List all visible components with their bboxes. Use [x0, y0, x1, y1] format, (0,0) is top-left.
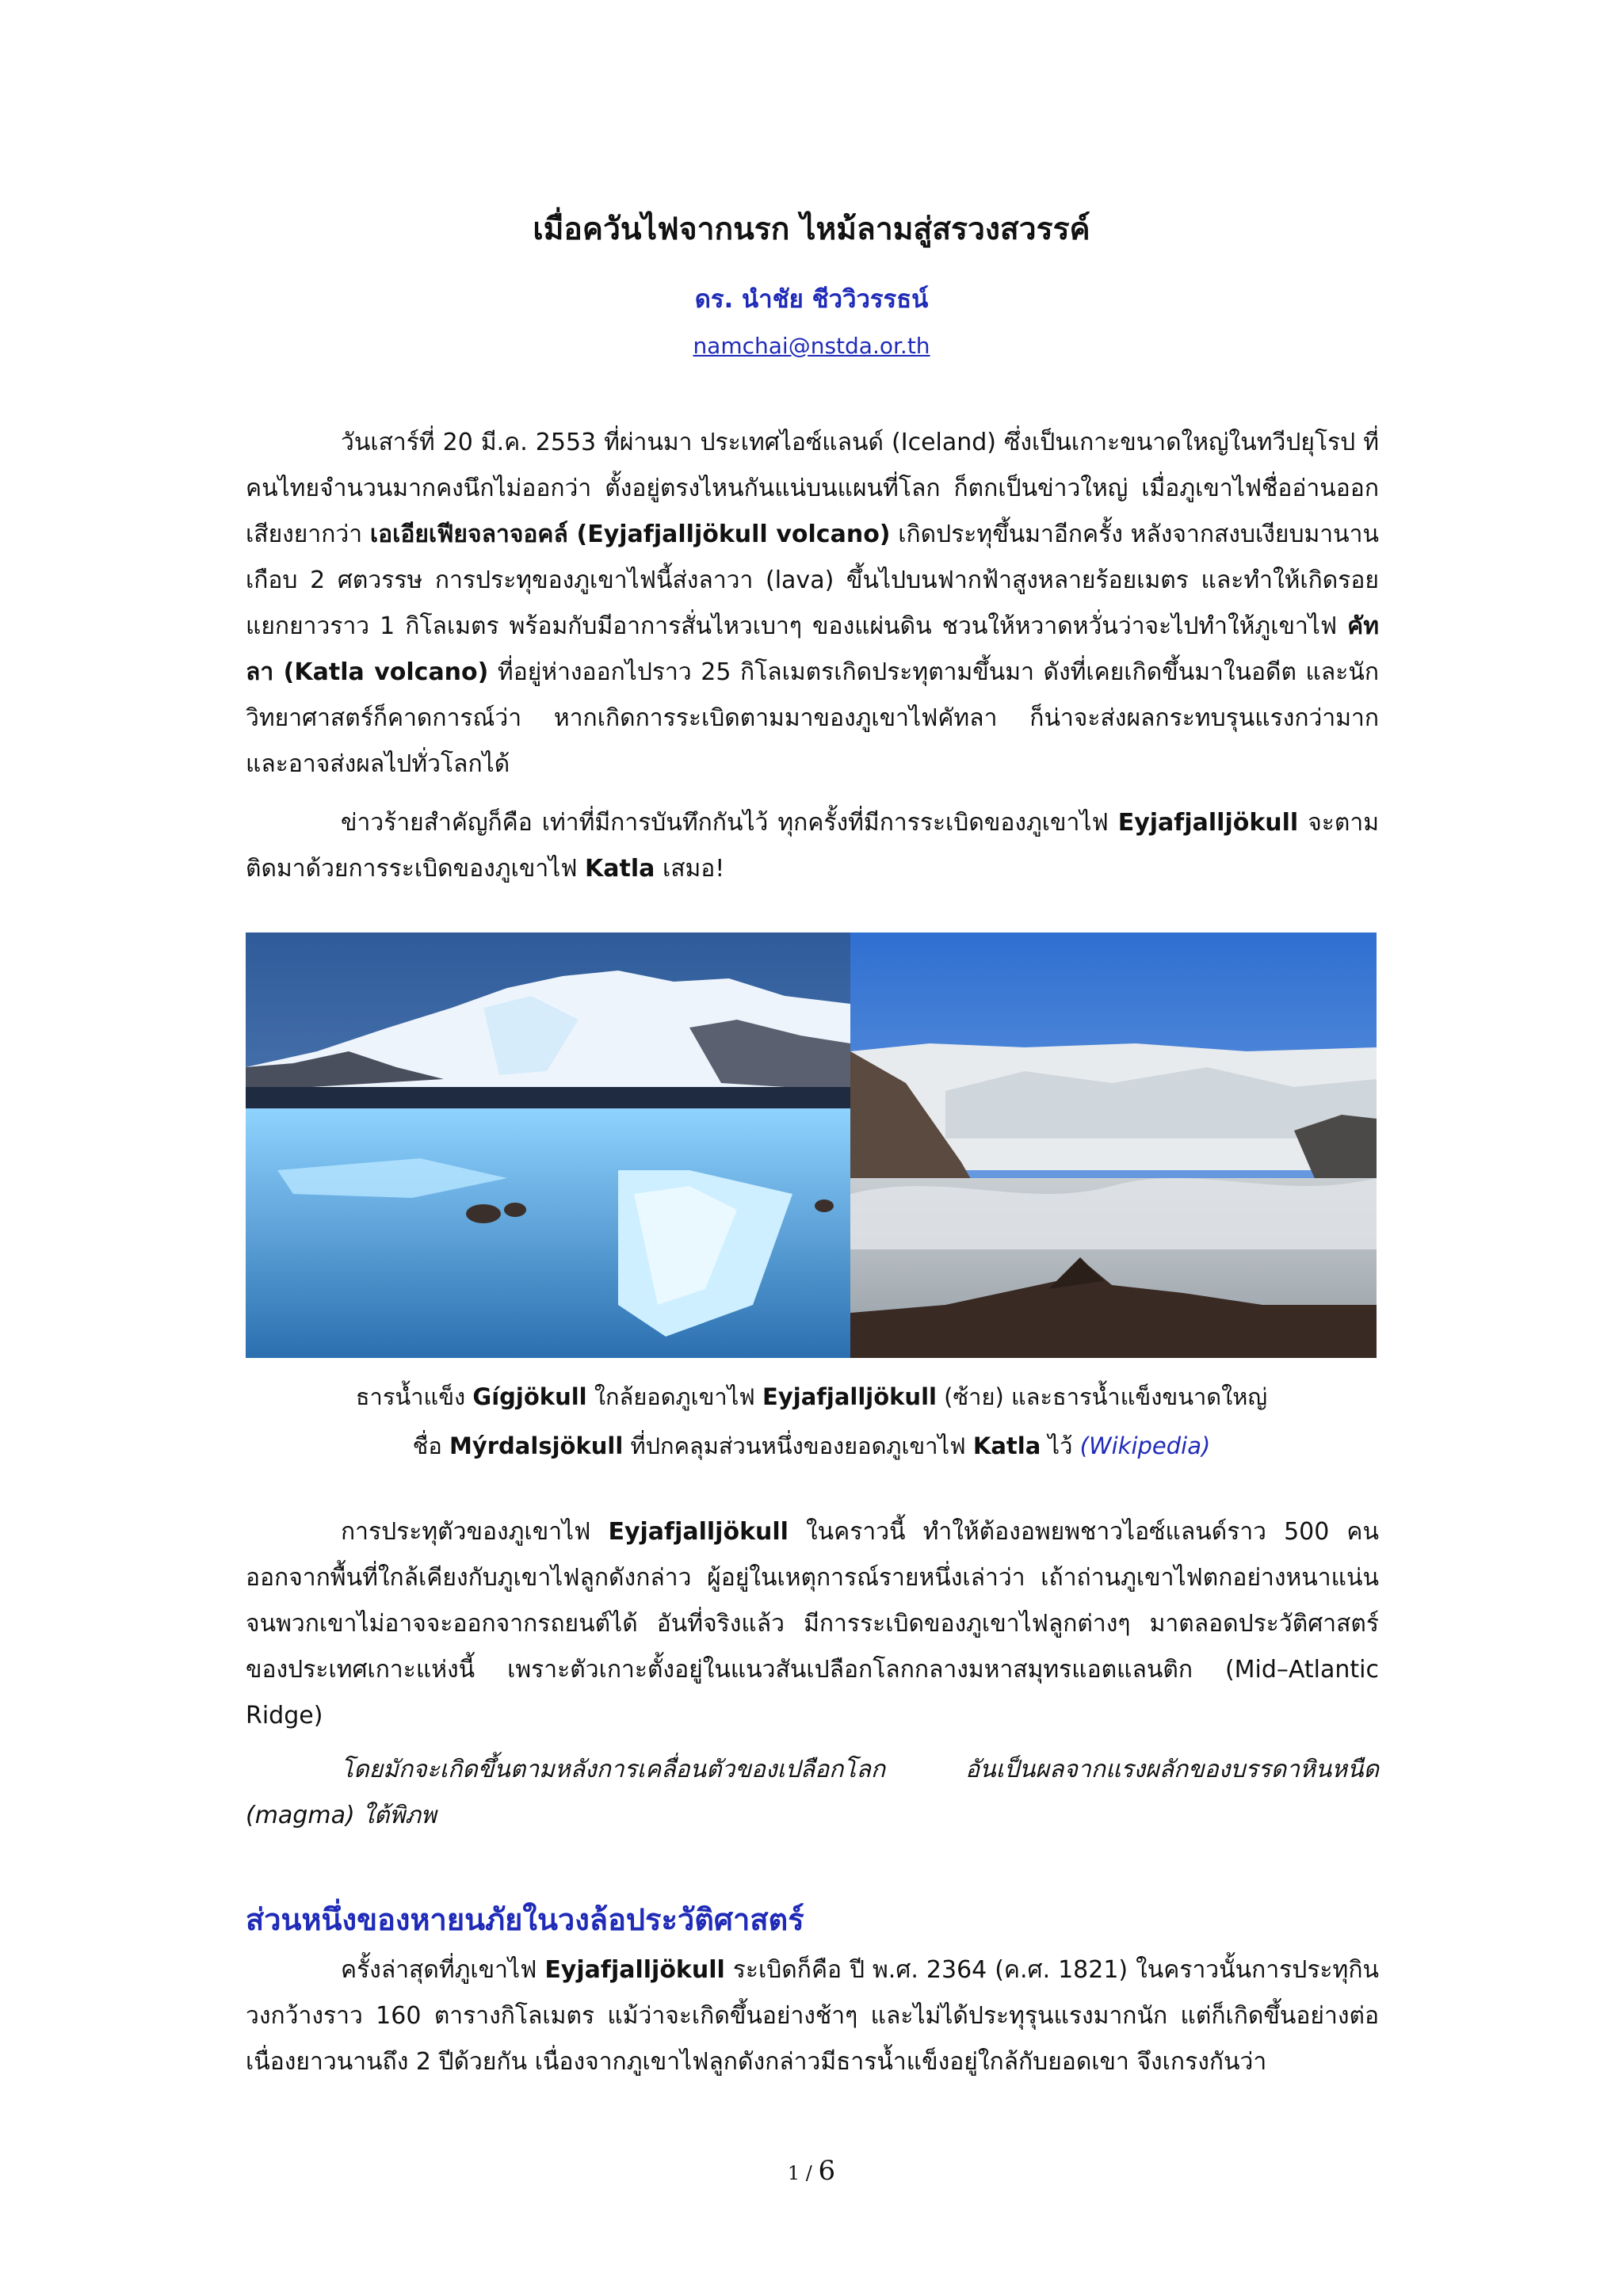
text: ธารน้ำแข็ง: [355, 1383, 473, 1410]
photo-caption-line-1: [0, 1373, 1623, 1421]
author-name: ดร. นำชัย ชีววิวรรธน์: [694, 285, 929, 314]
page-separator: /: [800, 2162, 819, 2184]
bold-text: Mýrdalsjökull: [449, 1432, 624, 1459]
bold-text: Eyjafjalljökull: [544, 1956, 725, 1984]
text: ข่าวร้ายสำคัญก็คือ เท่าที่มีการบันทึกกันไว้ ทุกครั้งที่มีการระเบิดของภูเขาไฟ: [341, 809, 1118, 837]
bold-text: เอเอียเฟียจลาจอคล์ (Eyjafjalljökull volcano): [369, 521, 891, 548]
text: ชื่อ: [412, 1432, 449, 1459]
bold-text: Katla: [972, 1432, 1041, 1459]
paragraph-intro: [246, 420, 1379, 788]
text: ไว้: [1041, 1432, 1080, 1459]
paragraph-magma: โดยมักจะเกิดขึ้นตามหลังการเคลื่อนตัวของเปลือกโลก อันเป็นผลจากแรงผลักของบรรดาหินหนืด (magma) ใต้พิภพ: [246, 1756, 1379, 1829]
photo-myrdalsjokull-glacier: [850, 933, 1377, 1358]
text: ที่ปกคลุมส่วนหนึ่งของยอดภูเขาไฟ: [623, 1432, 973, 1459]
wikipedia-source-link[interactable]: (Wikipedia): [1079, 1432, 1211, 1459]
text: ที่อยู่ห่างออกไปราว 25 กิโลเมตรเกิดประทุตามขึ้นมา ดังที่เคยเกิดขึ้นมาในอดีต และนักวิทยาศาสตร์ก็คาดการณ์ว่า หากเกิดการระเบิดตามมาของภูเขาไฟคัทลา ก็น่าจะส่งผลกระทบรุนแรงกว่ามาก และอาจส่งผลไปทั่วโลกได้: [246, 658, 1380, 778]
text: ใกล้ยอดภูเขาไฟ: [586, 1383, 763, 1410]
text: ในคราวนี้ ทำให้ต้องอพยพชาวไอซ์แลนด์ราว 500 คน ออกจากพื้นที่ใกล้เคียงกับภูเขาไฟลูกดังกล่าว ผู้อยู่ในเหตุการณ์รายหนึ่งเล่าว่า เถ้าถ่านภูเขาไฟตกอย่างหนาแน่นจนพวกเขาไม่อาจจะออกจากรถยนต์ได้ อันที่จริงแล้ว มีการระเบิดของภูเขาไฟลูกต่างๆ มาตลอดประวัติศาสตร์ของประเทศเกาะแห่งนี้ เพราะตัวเกาะตั้งอยู่ในแนวสันเปลือกโลกกลางมหาสมุทรแอตแลนติก (Mid–Atlantic Ridge): [246, 1518, 1379, 1730]
section-heading: ส่วนหนึ่งของหายนภัยในวงล้อประวัติศาสตร์: [246, 1902, 804, 1937]
author-email-link[interactable]: namchai@nstda.or.th: [693, 333, 930, 359]
bold-text: Eyjafjalljökull: [1117, 809, 1299, 837]
text: ครั้งล่าสุดที่ภูเขาไฟ: [341, 1956, 545, 1984]
text: เกิดประทุขึ้นมาอีกครั้ง หลังจากสงบเงียบมานานเกือบ 2 ศตวรรษ การประทุของภูเขาไฟนี้ส่งลาวา (lava) ขึ้นไปบนฟากฟ้าสูงหลายร้อยเมตร และทำให้เกิดรอยแยกยาวราว 1 กิโลเมตร พร้อมกับมีอาการสั่นไหวเบาๆ ของแผ่นดิน ชวนให้หวาดหวั่นว่าจะไปทำให้ภูเขาไฟ: [246, 521, 1379, 640]
bold-text: คัทลา (Katla volcano): [246, 612, 1379, 686]
bold-text: Katla: [585, 855, 655, 883]
text: วันเสาร์ที่ 20 มี.ค. 2553 ที่ผ่านมา ประเทศไอซ์แลนด์ (Iceland) ซึ่งเป็นเกาะขนาดใหญ่ในทวีปยุโรป ที่คนไทยจำนวนมากคงนึกไม่ออกว่า ตั้งอยู่ตรงไหนกันแน่บนแผนที่โลก ก็ตกเป็นข่าวใหญ่ เมื่อภูเขาไฟชื่ออ่านออกเสียงยากว่า: [246, 429, 1379, 548]
page-current: 1: [787, 2162, 800, 2184]
bold-text: Eyjafjalljökull: [762, 1383, 937, 1410]
photo-gigjokull-glacier: [246, 933, 850, 1358]
page-number: [0, 2155, 1623, 2187]
bold-text: Gígjökull: [472, 1383, 587, 1410]
article-title: เมื่อควันไฟจากนรก ไหม้ลามสู่สรวงสวรรค์: [533, 212, 1090, 247]
paragraph-evacuation: [246, 1509, 1379, 1739]
text: ระเบิดก็คือ ปี พ.ศ. 2364 (ค.ศ. 1821) ในคราวนั้นการประทุกินวงกว้างราว 160 ตารางกิโลเมตร แม้ว่าจะเกิดขึ้นอย่างช้าๆ และไม่ได้ประทุรุนแรงมากนัก แต่ก็เกิดขึ้นอย่างต่อเนื่องยาวนานถึง 2 ปีด้วยกัน เนื่องจากภูเขาไฟลูกดังกล่าวมีธารน้ำแข็งอยู่ใกล้กับยอดเขา จึงเกรงกันว่า: [246, 1956, 1379, 2076]
bold-text: Eyjafjalljökull: [608, 1518, 789, 1546]
text: การประทุตัวของภูเขาไฟ: [341, 1518, 609, 1546]
text: จะตามติดมาด้วยการระเบิดของภูเขาไฟ: [246, 809, 1379, 883]
paragraph-history: [246, 1947, 1379, 2085]
paragraph-bad-news: [246, 800, 1379, 892]
page-total: 6: [818, 2155, 836, 2187]
photo-caption-line-2: [0, 1422, 1623, 1470]
text: (ซ้าย) และธารน้ำแข็งขนาดใหญ่: [936, 1383, 1268, 1410]
text: เสมอ!: [655, 855, 725, 883]
